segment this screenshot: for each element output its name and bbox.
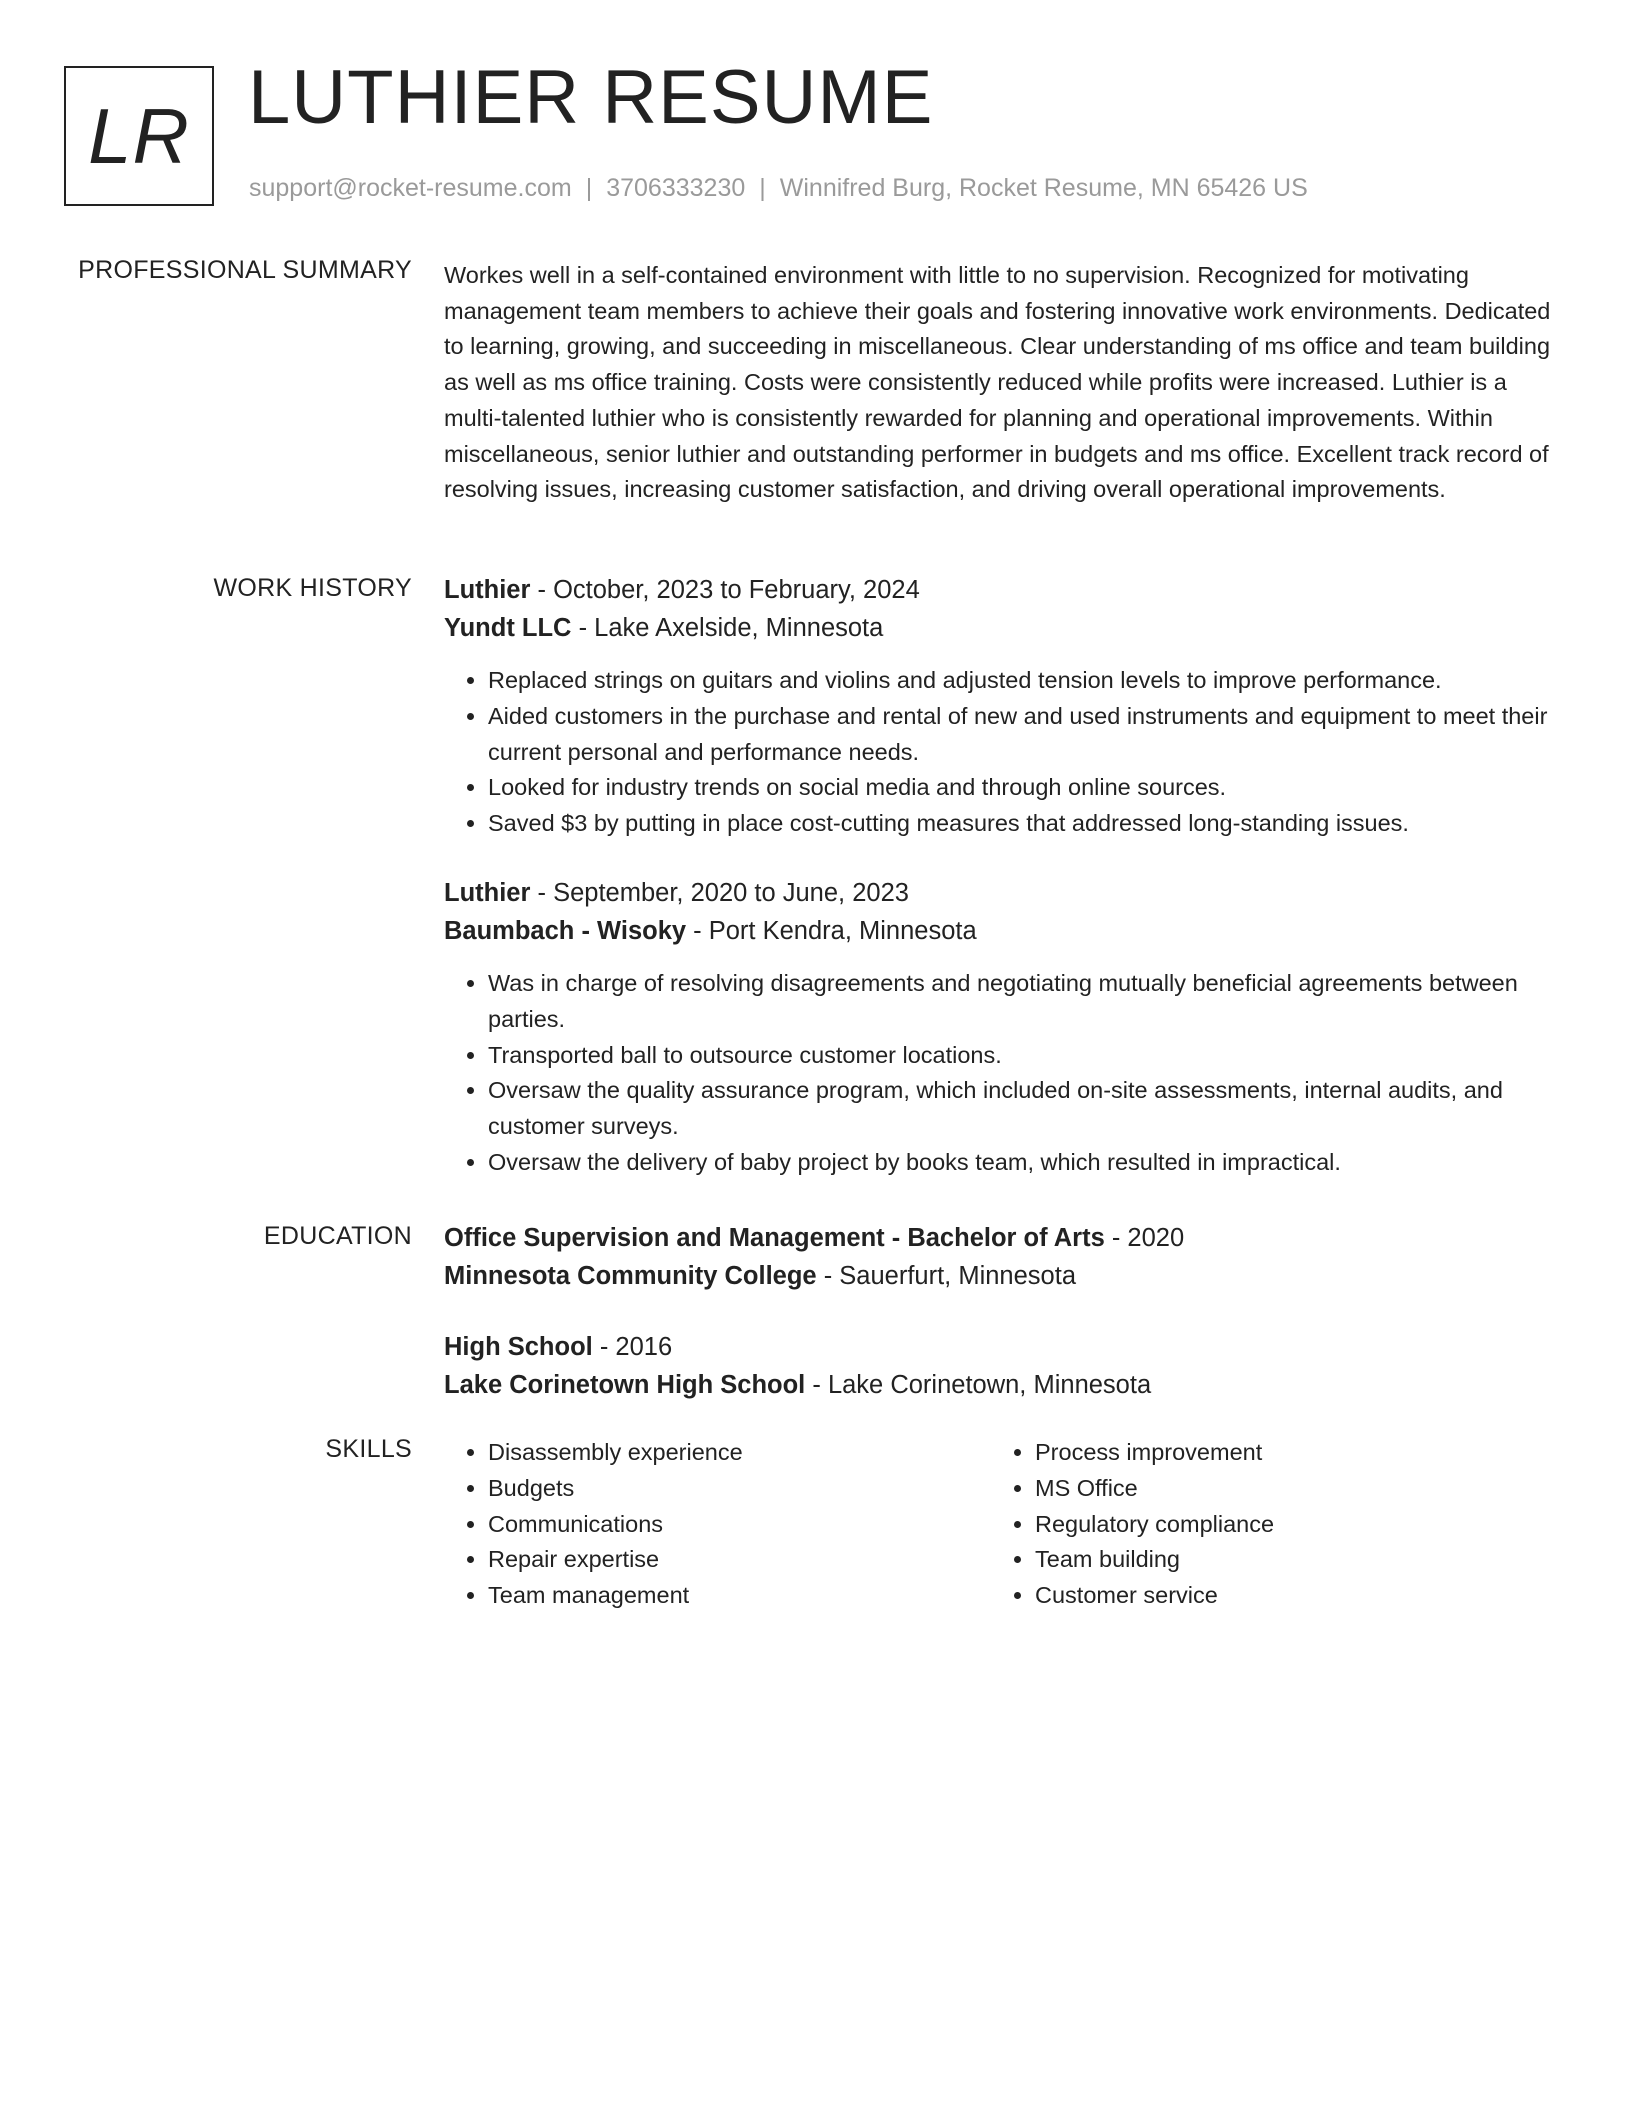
monogram-initials: LR	[88, 92, 190, 180]
company-location: - Lake Axelside, Minnesota	[571, 614, 884, 642]
skills-list	[991, 1435, 1538, 1614]
monogram-box	[64, 66, 214, 206]
job-title: Luthier	[444, 878, 531, 907]
job-dates: - October, 2023 to February, 2024	[530, 576, 920, 604]
degree-name: Office Supervision and Management - Bachelor of Arts	[444, 1224, 1105, 1252]
company-name: Baumbach - Wisoky	[444, 916, 687, 945]
skill-item: • Disassembly experience	[488, 1435, 991, 1471]
job-bullet: • Aided customers in the purchase and rental of new and used instruments and equipment to meet their current personal and performance needs.	[488, 699, 1560, 771]
summary-body	[444, 258, 1560, 508]
school-line	[444, 1257, 1560, 1295]
job-entry	[444, 571, 1560, 842]
job-title-line	[444, 571, 1560, 609]
school-location: - Sauerfurt, Minnesota	[816, 1262, 1076, 1290]
skill-item: • Budgets	[488, 1471, 991, 1507]
skill-item: • MS Office	[1035, 1471, 1538, 1507]
education-entry	[444, 1219, 1560, 1295]
skills-column-right	[991, 1435, 1538, 1614]
contact-phone: 3706333230	[606, 174, 746, 202]
resume-title: LUTHIER RESUME	[248, 55, 934, 140]
skills-grid	[444, 1435, 1560, 1614]
company-location: - Port Kendra, Minnesota	[686, 916, 977, 945]
degree-line	[444, 1328, 1560, 1366]
job-bullets	[444, 663, 1560, 842]
job-entry	[444, 874, 1560, 1181]
education-heading: EDUCATION	[263, 1222, 412, 1250]
school-name: Lake Corinetown High School	[444, 1371, 806, 1399]
education-body	[444, 1219, 1560, 1404]
skills-column-left	[444, 1435, 991, 1614]
job-bullets	[444, 966, 1560, 1181]
degree-year: - 2020	[1104, 1224, 1185, 1252]
contact-separator: |	[759, 174, 766, 202]
school-name: Minnesota Community College	[444, 1262, 817, 1290]
degree-name: High School	[444, 1333, 593, 1361]
skill-item: • Communications	[488, 1507, 991, 1543]
skill-item: • Team building	[1035, 1542, 1538, 1578]
skill-item: • Team management	[488, 1578, 991, 1614]
skills-heading: SKILLS	[325, 1435, 412, 1463]
contact-separator: |	[585, 174, 593, 202]
job-bullet: • Replaced strings on guitars and violins and adjusted tension levels to improve performance.	[488, 663, 1560, 699]
skill-item: • Customer service	[1035, 1578, 1538, 1614]
contact-address: Winnifred Burg, Rocket Resume, MN 65426 US	[779, 174, 1308, 202]
job-title: Luthier	[444, 576, 531, 604]
contact-email: support@rocket-resume.com	[249, 174, 572, 202]
job-bullet: • Transported ball to outsource customer locations.	[488, 1038, 1560, 1074]
skill-item: • Repair expertise	[488, 1542, 991, 1578]
company-name: Yundt LLC	[444, 614, 572, 642]
contact-line	[249, 174, 1308, 203]
summary-heading: PROFESSIONAL SUMMARY	[78, 256, 412, 284]
skills-list	[444, 1435, 991, 1614]
company-line	[444, 609, 1560, 647]
skill-item: • Process improvement	[1035, 1435, 1538, 1471]
job-bullet: • Looked for industry trends on social media and through online sources.	[488, 770, 1560, 806]
job-bullet: • Oversaw the delivery of baby project by books team, which resulted in impractical.	[488, 1145, 1560, 1181]
school-location: - Lake Corinetown, Minnesota	[805, 1371, 1152, 1399]
degree-line	[444, 1219, 1560, 1257]
school-line	[444, 1366, 1560, 1404]
education-entry	[444, 1328, 1560, 1404]
degree-year: - 2016	[592, 1333, 673, 1361]
summary-text: Workes well in a self-contained environment with little to no supervision. Recognized for motivating management team members to achieve their goals and fostering innovative work environments. Dedicated to learning, growing, and succeeding in miscellaneous. Clear understanding of ms office and team building as well as ms office training. Costs were consistently reduced while profits were increased. Luthier is a multi-talented luthier who is consistently rewarded for planning and operational improvements. Within miscellaneous, senior luthier and outstanding performer in budgets and ms office. Excellent track record of resolving issues, increasing customer satisfaction, and driving overall operational improvements.	[444, 262, 1551, 503]
job-title-line	[444, 874, 1560, 912]
job-bullet: • Oversaw the quality assurance program, which included on-site assessments, internal audits, and customer surveys.	[488, 1073, 1560, 1145]
company-line	[444, 912, 1560, 950]
job-bullet: • Was in charge of resolving disagreements and negotiating mutually beneficial agreements between parties.	[488, 966, 1560, 1038]
job-bullet: • Saved $3 by putting in place cost-cutting measures that addressed long-standing issues.	[488, 806, 1560, 842]
work-history-heading: WORK HISTORY	[213, 574, 412, 602]
work-history-body	[444, 571, 1560, 1181]
skills-body	[444, 1435, 1560, 1614]
skill-item: • Regulatory compliance	[1035, 1507, 1538, 1543]
job-dates: - September, 2020 to June, 2023	[530, 878, 909, 907]
